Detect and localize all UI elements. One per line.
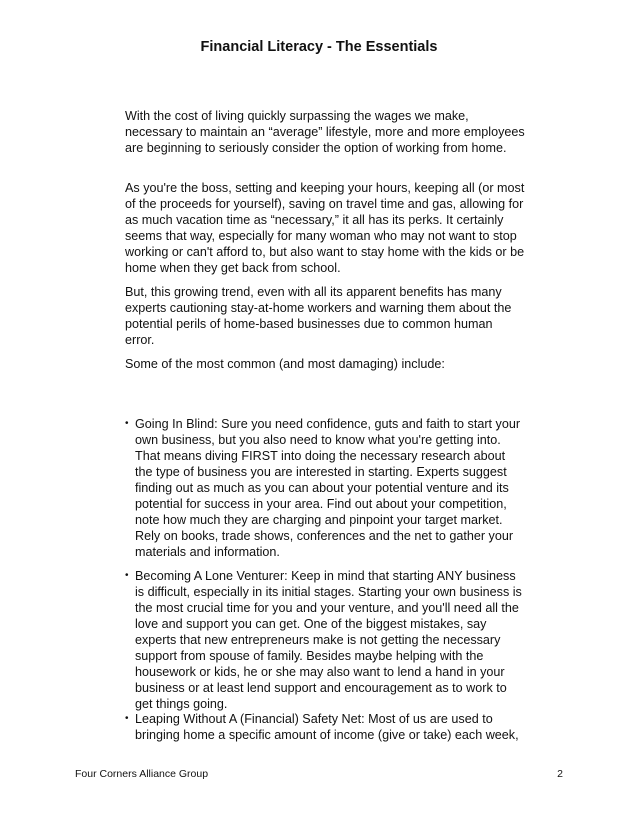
list-item [125,711,525,743]
paragraph-trend: But, this growing trend, even with all its apparent benefits has many experts cautioning stay-at-home workers and warning them about the potential perils of home-based businesses due to common human error. [125,285,512,347]
page-number: 2 [557,768,563,780]
list-item-text: Going In Blind: Sure you need confidence, guts and faith to start your own business, but you also need to know what you're getting into. That means diving FIRST into doing the necessary research about the type of business you are interested in starting. Experts suggest finding out as much as you can about your potential venture and its potential for success in your area. Find out about your competition, note how much they are charging and pinpoint your target market. Rely on books, trade shows, conferences and the net to gather your materials and information. [135,417,521,559]
paragraph-boss: As you're the boss, setting and keeping your hours, keeping all (or most of the proceeds for yourself), saving on travel time and gas, allowing for as much vacation time as “necessary,” it all has its perks. It certainly seems that way, especially for many woman who may not want to stop working or can't afford to, but also want to stay home with the kids or be home when they get back from school. [125,181,525,275]
bullet-icon: • [125,713,129,724]
paragraph-intro: With the cost of living quickly surpassing the wages we make, necessary to maintain an “average” lifestyle, more and more employees are beginning to seriously consider the option of working from home. [125,109,525,155]
list-item [125,568,525,712]
list-item-text: Leaping Without A (Financial) Safety Net: Most of us are used to bringing home a specific amount of income (give or take) each week, [135,712,519,742]
paragraph-list-intro: Some of the most common (and most damaging) include: [125,357,445,371]
bullet-icon: • [125,570,129,581]
page-title: Financial Literacy - The Essentials [200,39,438,55]
list-item [125,416,525,560]
bullet-icon: • [125,418,129,429]
footer-organization: Four Corners Alliance Group [75,768,209,780]
list-item-text: Becoming A Lone Venturer: Keep in mind that starting ANY business is difficult, especially in its initial stages. Starting your own business is the most crucial time for you and your venture, and you'll need all the love and support you can get. One of the biggest mistakes, say experts that new entrepreneurs make is not getting the necessary support from spouse of family. Besides maybe helping with the housework or kids, he or she may also want to lend a hand in your business or at least lend support and encouragement as to work to get things going. [135,569,522,711]
